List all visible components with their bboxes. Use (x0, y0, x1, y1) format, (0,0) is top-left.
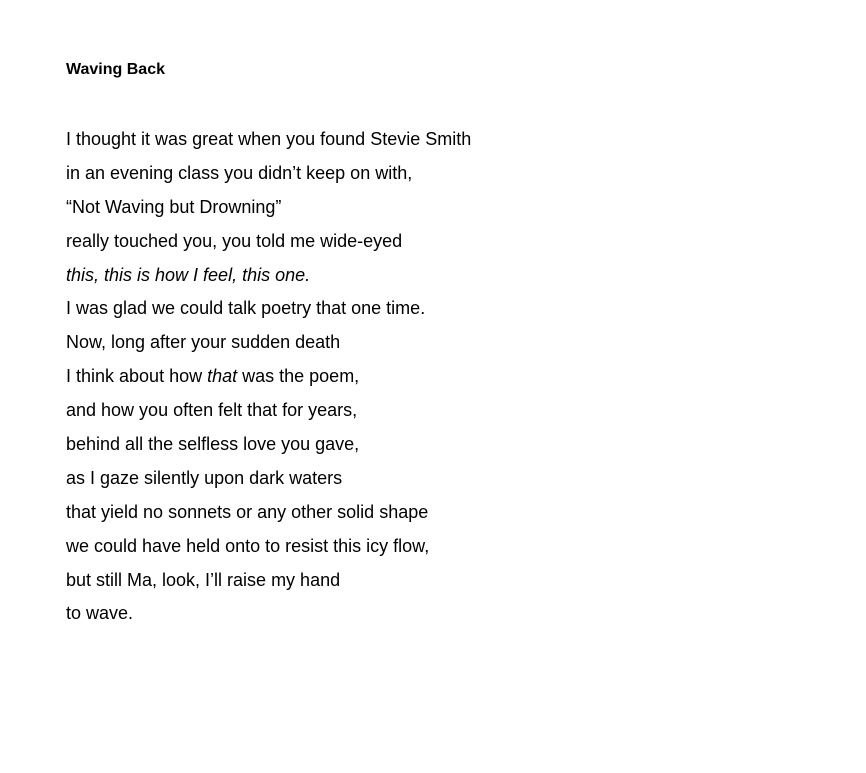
poem-line: we could have held onto to resist this icy flow, (66, 535, 430, 556)
poem-line: I thought it was great when you found Stevie Smith (66, 129, 472, 149)
poem-line-italic: this, this is how I feel, this one. (66, 264, 311, 285)
poem-line: as I gaze silently upon dark waters (66, 467, 343, 488)
poem-body (66, 123, 471, 631)
poem-line: really touched you, you told me wide-eyed (66, 230, 403, 251)
poem-line: to wave. (66, 603, 134, 624)
poem-line: and how you often felt that for years, (66, 400, 358, 421)
poem-line-segment: I think about how (66, 366, 208, 387)
poem-emphasis: that (207, 366, 238, 387)
poem-line: Now, long after your sudden death (66, 332, 341, 353)
poem-line: “Not Waving but Drowning” (66, 196, 282, 217)
poem-line: I was glad we could talk poetry that one time. (66, 298, 426, 319)
poem-line-with-emphasis (66, 360, 471, 394)
poem-line-segment: was the poem, (237, 366, 360, 387)
poem-title: Waving Back (66, 61, 165, 78)
poem-line: but still Ma, look, I’ll raise my hand (66, 569, 341, 590)
poem-line: in an evening class you didn’t keep on with, (66, 162, 413, 183)
poem-line: that yield no sonnets or any other solid shape (66, 501, 429, 522)
poem-line: behind all the selfless love you gave, (66, 434, 360, 455)
